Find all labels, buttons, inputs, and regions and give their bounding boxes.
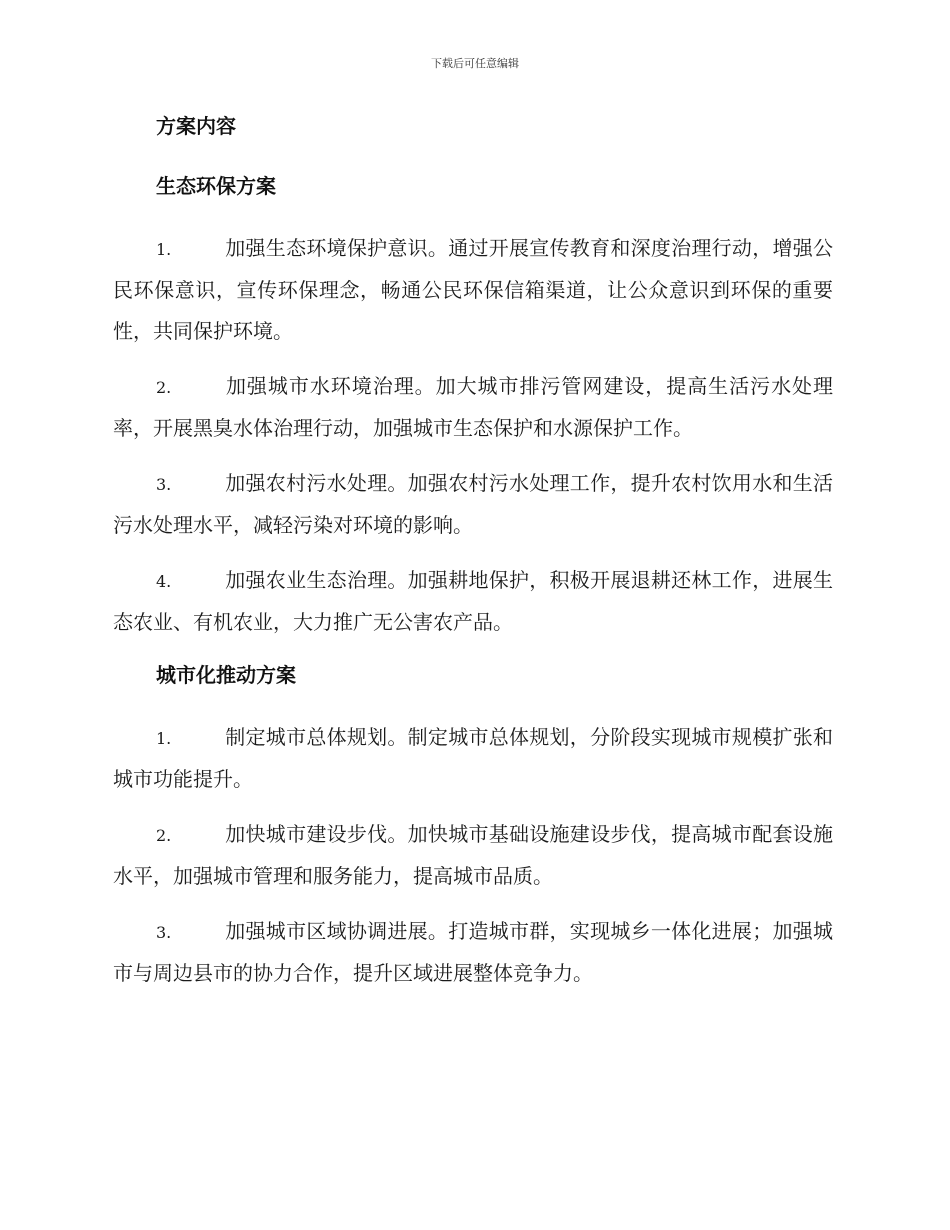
list-item: [113, 560, 833, 643]
page-header: 下载后可任意编辑: [431, 57, 519, 70]
item-text: 加强城市水环境治理。加大城市排污管网建设，提高生活污水处理率，开展黑臭水体治理行动，加强城市生态保护和水源保护工作。: [113, 374, 833, 440]
item-number: 3.: [156, 475, 172, 494]
item-number: 1.: [156, 729, 172, 748]
item-text: 加强农村污水处理。加强农村污水处理工作，提升农村饮用水和生活污水处理水平，减轻污染对环境的影响。: [113, 471, 833, 537]
section-heading-urban: 城市化推动方案: [156, 663, 296, 687]
item-text: 加快城市建设步伐。加快城市基础设施建设步伐，提高城市配套设施水平，加强城市管理和服务能力，提高城市品质。: [113, 822, 833, 888]
section-heading-eco: 生态环保方案: [156, 174, 276, 198]
list-item: [113, 366, 833, 449]
item-number: 1.: [156, 240, 172, 259]
item-text: 加强城市区域协调进展。打造城市群，实现城乡一体化进展；加强城市与周边县市的协力合作，提升区域进展整体竞争力。: [113, 919, 833, 985]
item-number: 2.: [156, 826, 172, 845]
item-number: 2.: [156, 378, 172, 397]
document-body: [113, 108, 833, 1008]
list-item: [113, 814, 833, 897]
item-number: 3.: [156, 923, 172, 942]
list-item: [113, 463, 833, 546]
item-text: 制定城市总体规划。制定城市总体规划，分阶段实现城市规模扩张和城市功能提升。: [113, 725, 833, 791]
item-text: 加强生态环境保护意识。通过开展宣传教育和深度治理行动，增强公民环保意识，宣传环保理念，畅通公民环保信箱渠道，让公众意识到环保的重要性，共同保护环境。: [113, 236, 833, 343]
list-item: [113, 911, 833, 994]
list-item: [113, 228, 833, 352]
document-title: 方案内容: [156, 114, 236, 138]
item-text: 加强农业生态治理。加强耕地保护，积极开展退耕还林工作，进展生态农业、有机农业，大力推广无公害农产品。: [113, 568, 833, 634]
item-number: 4.: [156, 572, 172, 591]
list-item: [113, 717, 833, 800]
